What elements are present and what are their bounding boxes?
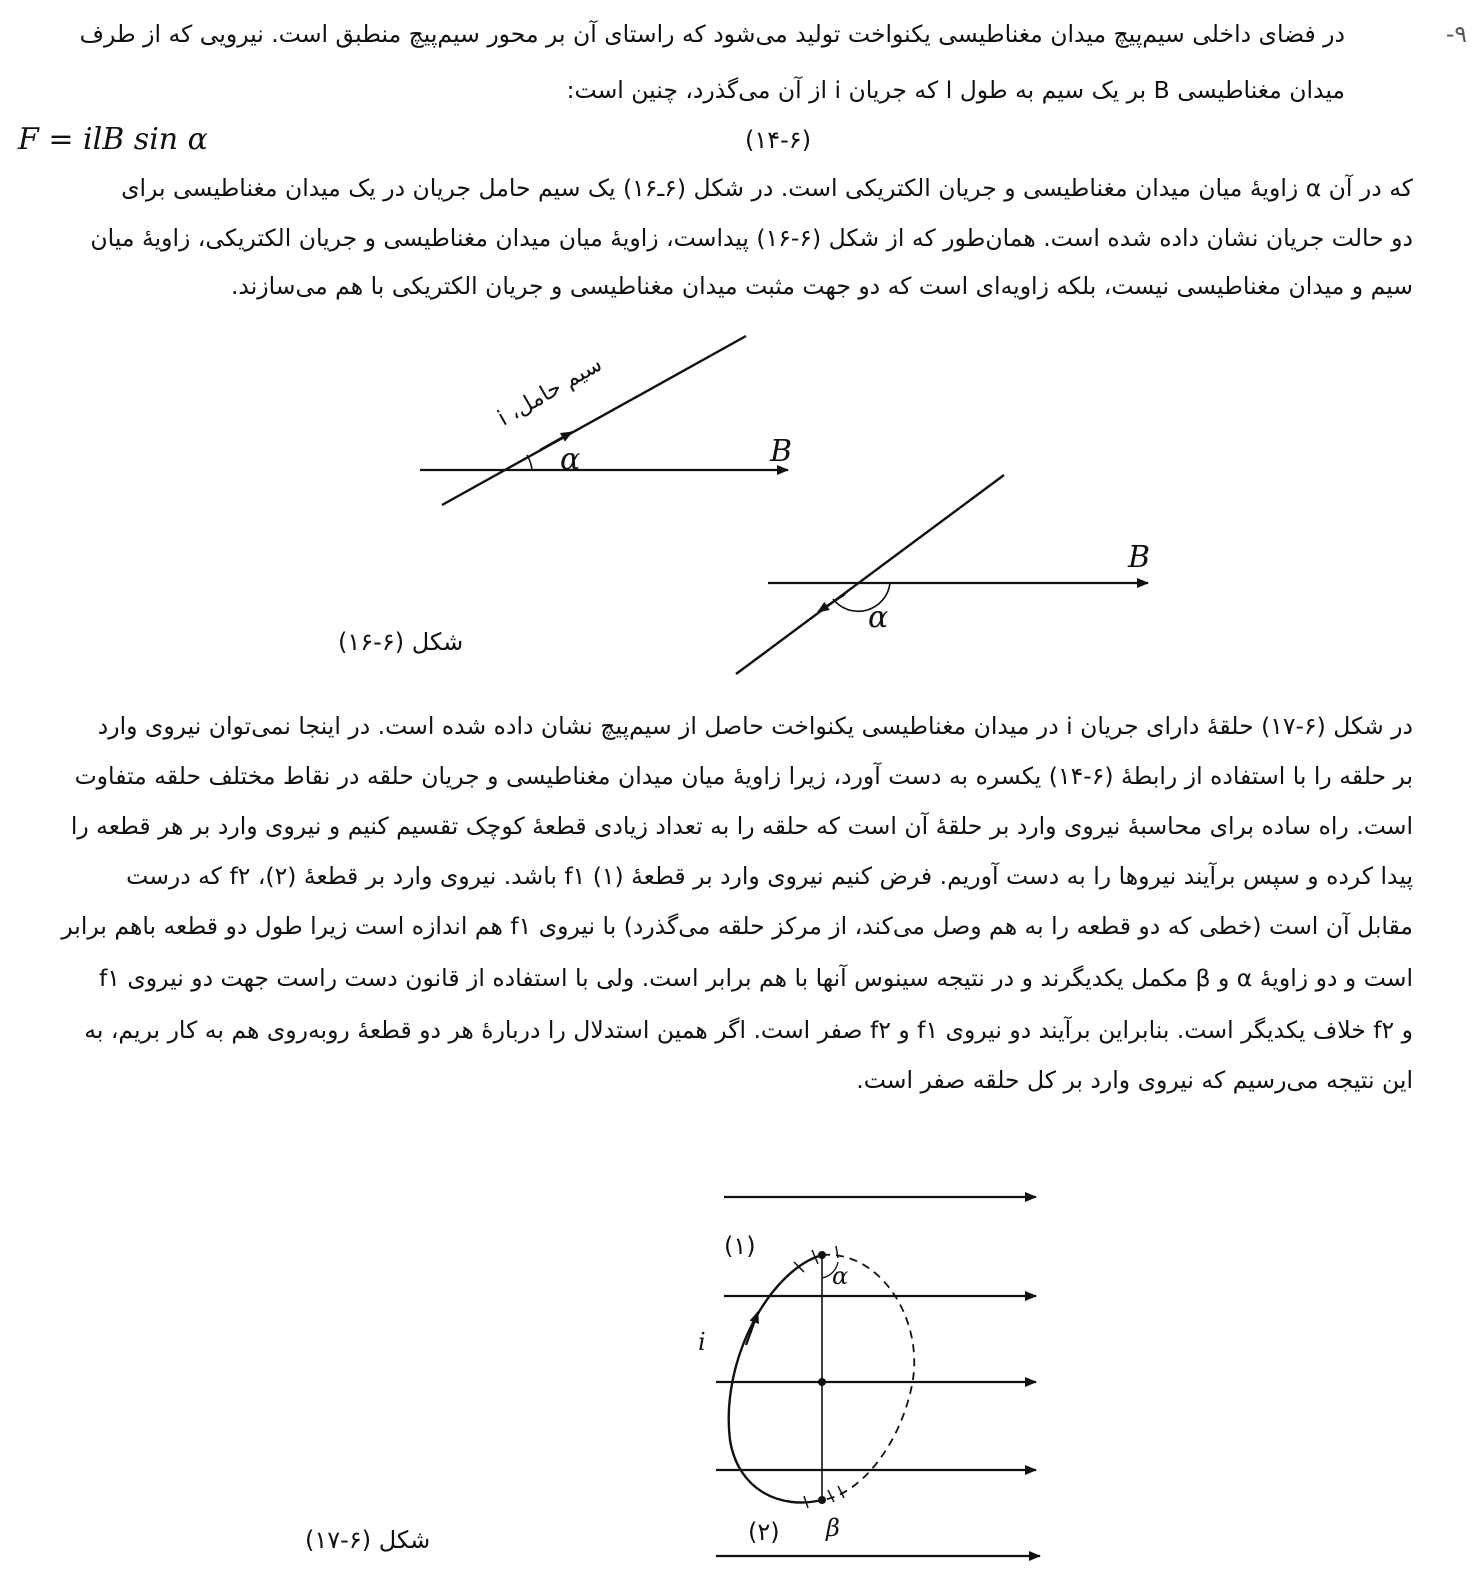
- text-line: پیدا کرده و سپس برآیند نیروها را به دست آوریم. فرض کنیم نیروی وارد بر قطعهٔ (۱) f۱ باشد. نیروی وارد بر قطعهٔ (۲)، f۲ که درست: [126, 862, 1413, 890]
- text-line: در شکل (۶-۱۷) حلقهٔ دارای جریان i در میدان مغناطیسی یکنواخت حاصل از سیم‌پیچ نشان داده شده است. در اینجا نمی‌توان نیروی وارد: [97, 712, 1413, 740]
- segment-tick: [828, 1490, 834, 1502]
- current-label-i: i: [698, 1328, 706, 1356]
- text-line: و f۲ خلاف یکدیگر است. بنابراین برآیند دو نیروی f۱ و f۲ صفر است. اگر همین استدلال را دربارهٔ هر دو قطعهٔ روبه‌روی هم به کار بریم، به: [84, 1016, 1413, 1044]
- text-line: میدان مغناطیسی B بر یک سیم به طول l که جریان i از آن می‌گذرد، چنین است:: [566, 76, 1345, 104]
- segment-2-point: [818, 1496, 826, 1504]
- problem-number: -۹: [1445, 20, 1467, 48]
- figure-6-16-caption: شکل (۶-۱۶): [338, 628, 464, 656]
- beta-label: β: [826, 1514, 840, 1542]
- alpha-label: α: [832, 1262, 849, 1290]
- text-line: دو حالت جریان نشان داده شده است. همان‌طور که از شکل (۶-۱۶) پیداست، زاویهٔ میان میدان مغناطیسی و جریان الکتریکی، زاویهٔ میان: [90, 224, 1413, 252]
- current-arrow: [746, 1312, 758, 1345]
- text-line: است و دو زاویهٔ α و β مکمل یکدیگرند و در نتیجه سینوس آنها با هم برابر است. ولی با استفاده از قانون دست راست جهت دو نیروی f۱: [99, 964, 1413, 992]
- center-point: [818, 1378, 826, 1386]
- text-line: است. راه ساده برای محاسبهٔ نیروی وارد بر حلقهٔ آن است که حلقه را به تعداد زیادی قطعهٔ کوچک تقسیم کنیم و نیروی وارد بر هر قطعه را: [70, 812, 1413, 840]
- current-loop-back: [822, 1255, 914, 1500]
- text-line: این نتیجه می‌رسیم که نیروی وارد بر کل حلقه صفر است.: [856, 1066, 1413, 1094]
- text-line: در فضای داخلی سیم‌پیچ میدان مغناطیسی یکنواخت تولید می‌شود که راستای آن بر محور سیم‌پیچ منطبق است. نیرویی که از طرف: [79, 20, 1345, 48]
- text-line: که در آن α زاویهٔ میان میدان مغناطیسی و جریان الکتریکی است. در شکل (۶ـ۱۶) یک سیم حامل جریان در یک میدان مغناطیسی برای: [121, 174, 1413, 202]
- text-line: سیم و میدان مغناطیسی نیست، بلکه زاویه‌ای است که دو جهت مثبت میدان مغناطیسی و جریان الکتریکی با هم می‌سازند.: [230, 272, 1413, 300]
- segment-2-label: (۲): [748, 1518, 780, 1546]
- text-line: بر حلقه را با استفاده از رابطهٔ (۶-۱۴) یکسره به دست آورد، زیرا زاویهٔ میان میدان مغناطیسی و جریان حلقه در نقاط مختلف حلقه متفاوت: [74, 762, 1413, 790]
- wire-label: سیم حامل، i: [493, 351, 607, 432]
- angle-label-alpha: α: [560, 442, 581, 477]
- field-label-b: B: [770, 434, 793, 469]
- equation-number: (۱۴-۶): [745, 126, 812, 154]
- segment-tick: [836, 1246, 838, 1258]
- field-label-b: B: [1128, 540, 1151, 575]
- segment-1-point: [818, 1251, 826, 1259]
- current-loop-front: [729, 1255, 822, 1503]
- text-line: مقابل آن است (خطی که دو قطعه را به هم وصل می‌کند، از مرکز حلقه می‌گذرد) با نیروی f۱ هم اندازه است زیرا طول دو قطعه باهم برابر: [61, 912, 1413, 940]
- angle-label-alpha: α: [868, 600, 889, 635]
- segment-1-label: (۱): [724, 1232, 756, 1260]
- figure-6-17-caption: شکل (۶-۱۷): [305, 1526, 431, 1554]
- equation-formula: F = ilB sin α: [18, 122, 208, 157]
